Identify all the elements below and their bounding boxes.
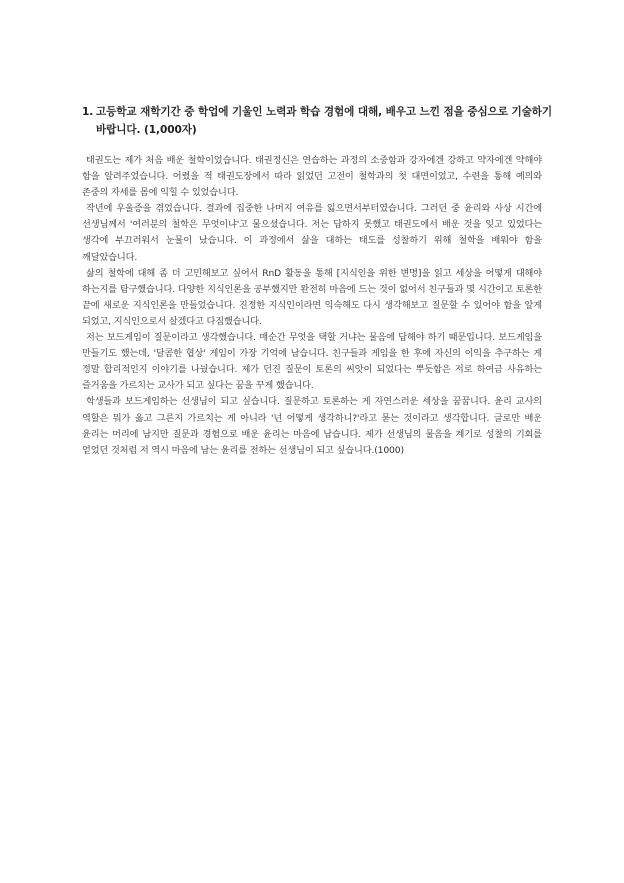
answer-paragraph-depression: 작년에 우울증을 겪었습니다. 결과에 집중한 나머지 여유를 잃으면서부터였습니다. 그러던 중 윤리와 사상 시간에 선생님께서 '여러분의 철학은 무엇이냐'고 물으셨습니다. 저는 답하지 못했고 태권도에서 배운 것을 잊고 있었다는 생각에 부끄러워서 눈물이 났습니다. 이 과정에서 삶을 대하는 태도를 성찰하기 위해 철학을 배워야 함을 깨달았습니다. [82, 203, 542, 263]
question-number: 1. [82, 106, 94, 118]
answer-paragraph-teacher: 학생들과 보드게임하는 선생님이 되고 싶습니다. 질문하고 토론하는 게 자연스러운 세상을 꿈꿉니다. 윤리 교사의 역할은 뭐가 옳고 그른지 가르치는 게 아니라 '넌 어떻게 생각하니?'라고 묻는 것이라고 생각합니다. 글로만 배운 윤리는 머리에 남지만 질문과 경험으로 배운 윤리는 마음에 남습니다. 제가 선생님의 물음을 계기로 성찰의 기회를 얻었던 것처럼 저 역시 마음에 남는 윤리를 전하는 선생님이 되고 싶습니다.(1000) [82, 396, 542, 456]
answer-body [82, 153, 542, 459]
answer-paragraph-rnd: 삶의 철학에 대해 좀 더 고민해보고 싶어서 RnD 활동을 통해 [지식인을 위한 변명]을 읽고 세상을 어떻게 대해야 하는지를 탐구했습니다. 다양한 지식인론을 공부했지만 완전히 마음에 드는 것이 없어서 친구들과 몇 시간이고 토론한 끝에 새로운 지식인론을 만들었습니다. 진정한 지식인이라면 익숙해도 다시 생각해보고 질문할 수 있어야 함을 알게 되었고, 지식인으로서 살겠다고 다짐했습니다. [82, 267, 542, 327]
question-heading [82, 103, 552, 139]
answer-paragraph-boardgame: 저는 보드게임이 질문이라고 생각했습니다. 매순간 무엇을 택할 거냐는 물음에 답해야 하기 때문입니다. 보드게임을 만들기도 했는데, '달콤한 협상' 게임이 가장 기억에 남습니다. 친구들과 게임을 한 후에 자신의 이익을 추구하는 게 정말 합리적인지 이야기를 나눴습니다. 제가 던진 질문이 토론의 씨앗이 되었다는 뿌듯함은 저로 하여금 사유하는 즐거움을 가르치는 교사가 되고 싶다는 꿈을 꾸게 했습니다. [82, 332, 542, 392]
answer-paragraph-taekwondo: 태권도는 제가 처음 배운 철학이었습니다. 태권정신은 연습하는 과정의 소중함과 강자에겐 강하고 약자에겐 약해야 함을 알려주었습니다. 어렸을 적 태권도장에서 따라 읽었던 고전이 철학과의 첫 대면이었고, 수련을 통해 예의와 존중의 자세를 몸에 익힐 수 있었습니다. [82, 155, 542, 199]
question-text: 고등학교 재학기간 중 학업에 기울인 노력과 학습 경험에 대해, 배우고 느낀 점을 중심으로 기술하기 바랍니다. (1,000자) [96, 106, 552, 136]
